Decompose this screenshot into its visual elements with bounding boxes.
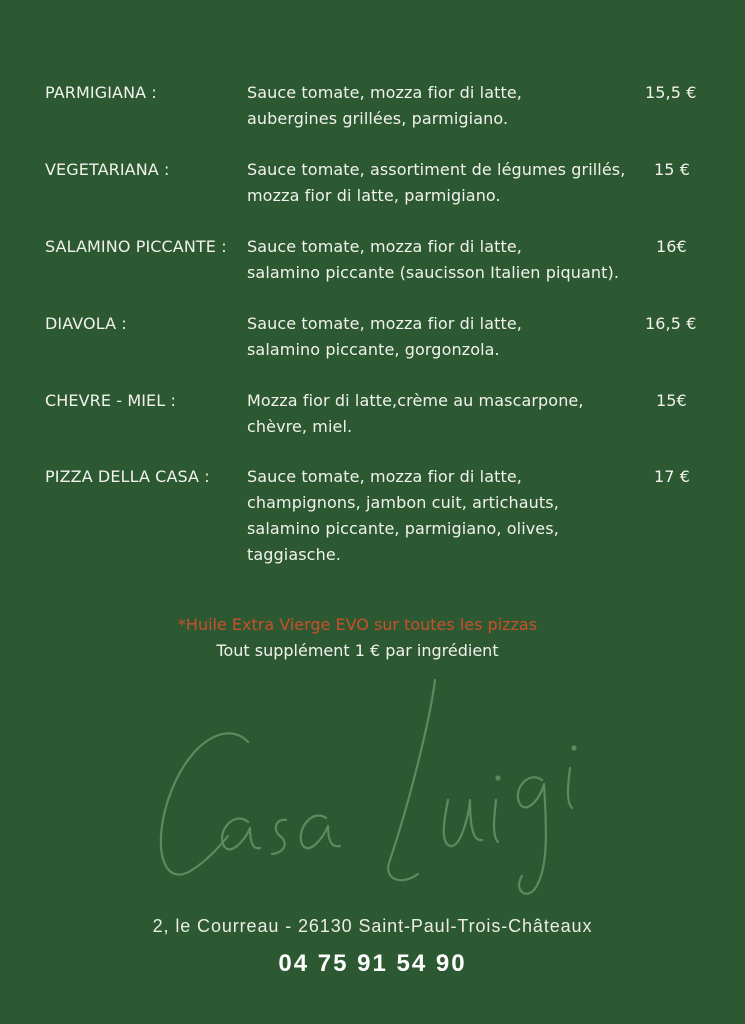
item-name: VEGETARIANA :: [45, 160, 170, 179]
item-price: 15,5 €: [645, 83, 697, 102]
item-price: 16,5 €: [645, 314, 697, 333]
item-description-line: salamino piccante, gorgonzola.: [247, 340, 500, 359]
item-description-line: Sauce tomate, mozza fior di latte,: [247, 467, 522, 486]
item-description: [247, 464, 642, 568]
item-description: [247, 80, 642, 132]
item-description-line: Sauce tomate, assortiment de légumes grillés,: [247, 160, 626, 179]
item-description-line: Sauce tomate, mozza fior di latte,: [247, 83, 522, 102]
item-description-line: salamino piccante, parmigiano, olives,: [247, 519, 559, 538]
olive-oil-note: *Huile Extra Vierge EVO sur toutes les pizzas: [177, 615, 538, 634]
item-name: PIZZA DELLA CASA :: [45, 467, 210, 486]
item-price: 16€: [656, 237, 687, 256]
item-price: 17 €: [654, 467, 691, 486]
item-description-line: Sauce tomate, mozza fior di latte,: [247, 314, 522, 333]
restaurant-address: 2, le Courreau - 26130 Saint-Paul-Trois-Châteaux: [152, 916, 593, 936]
item-name: CHEVRE - MIEL :: [45, 391, 176, 410]
item-description-line: mozza fior di latte, parmigiano.: [247, 186, 501, 205]
supplement-note: Tout supplément 1 € par ingrédient: [216, 641, 499, 660]
item-description-line: champignons, jambon cuit, artichauts,: [247, 493, 559, 512]
casa-luigi-logo: [130, 650, 630, 910]
item-description: [247, 157, 642, 209]
item-name: PARMIGIANA :: [45, 83, 157, 102]
item-description-line: aubergines grillées, parmigiano.: [247, 109, 509, 128]
item-price: 15 €: [654, 160, 691, 179]
item-description: [247, 234, 642, 286]
item-description-line: taggiasche.: [247, 545, 341, 564]
item-description: [247, 311, 642, 363]
item-description-line: Mozza fior di latte,crème au mascarpone,: [247, 391, 584, 410]
item-description: [247, 388, 642, 440]
item-description-line: Sauce tomate, mozza fior di latte,: [247, 237, 522, 256]
item-name: DIAVOLA :: [45, 314, 127, 333]
item-description-line: salamino piccante (saucisson Italien piquant).: [247, 263, 620, 282]
item-description-line: chèvre, miel.: [247, 417, 353, 436]
item-price: 15€: [656, 391, 687, 410]
restaurant-phone[interactable]: 04 75 91 54 90: [278, 950, 467, 977]
item-name: SALAMINO PICCANTE :: [45, 237, 227, 256]
